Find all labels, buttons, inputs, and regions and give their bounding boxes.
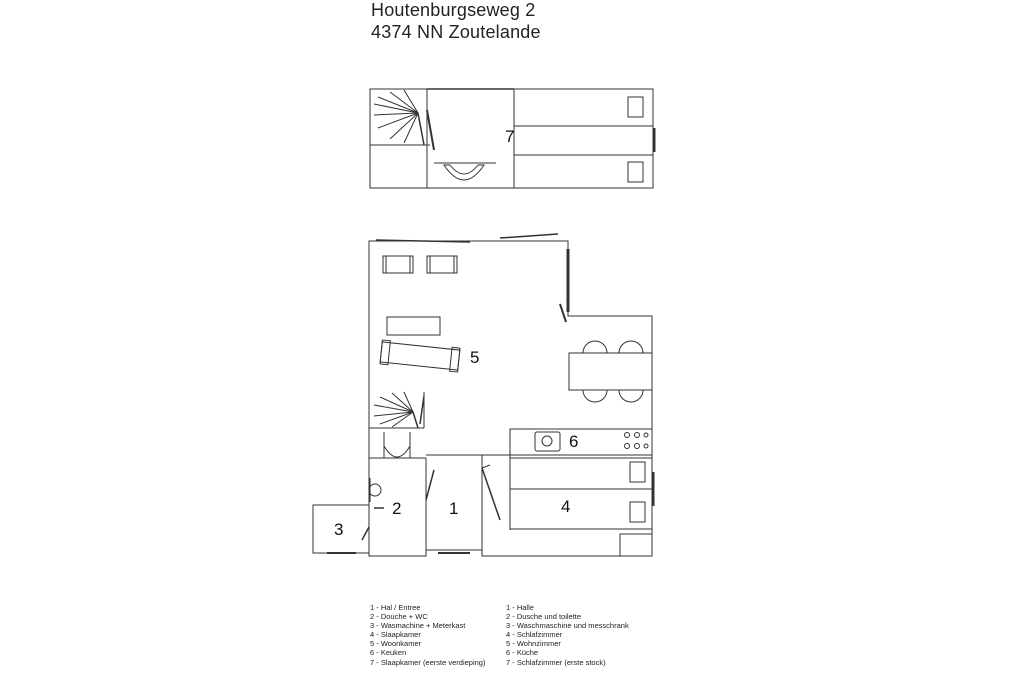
ground-floor xyxy=(313,234,653,556)
sofa xyxy=(380,340,460,372)
room-label-3: 3 xyxy=(334,520,344,539)
room-label-2: 2 xyxy=(392,499,402,518)
upper-bed-2-pillow xyxy=(628,162,643,182)
room-label-7: 7 xyxy=(505,127,515,146)
legend-item: 7 - Slaapkamer (eerste verdieping) xyxy=(370,657,486,667)
upper-bed-1 xyxy=(514,89,653,126)
dining-chair xyxy=(583,341,607,353)
toilet xyxy=(369,484,381,496)
bathroom-door xyxy=(426,470,434,500)
armchair-1 xyxy=(383,256,413,273)
upper-sink xyxy=(444,165,484,180)
armchair-2 xyxy=(427,256,457,273)
legend-item: 2 - Dusche und toilette xyxy=(506,612,582,622)
dining-chair xyxy=(619,341,643,353)
shower xyxy=(384,432,410,458)
legend-item: 2 - Douche + WC xyxy=(370,612,428,622)
bed-bottom xyxy=(510,489,652,529)
legend-item: 7 - Schlafzimmer (erste stock) xyxy=(506,657,606,667)
legend-dutch xyxy=(370,603,485,667)
room-label-4: 4 xyxy=(561,497,571,516)
legend-item: 6 - Küche xyxy=(506,648,539,658)
address-postal-city: 4374 NN Zoutelande xyxy=(371,22,541,42)
bedroom-door xyxy=(482,468,500,520)
coffee-table xyxy=(387,317,440,335)
legend-item: 1 - Hal / Entree xyxy=(370,603,421,612)
legend-german xyxy=(506,603,629,667)
upper-bed-2 xyxy=(514,155,653,188)
bed-top xyxy=(510,458,652,489)
legend-item: 1 - Halle xyxy=(506,603,534,612)
room-label-6: 6 xyxy=(569,432,579,451)
legend-item: 4 - Schlafzimmer xyxy=(506,630,563,640)
upper-bed-1-pillow xyxy=(628,97,643,117)
dining-chair xyxy=(619,390,643,402)
kitchen-counter xyxy=(510,429,652,455)
address-street: Houtenburgseweg 2 xyxy=(371,0,536,20)
legend-item: 5 - Woonkamer xyxy=(370,639,422,649)
legend-item: 5 - Wohnzimmer xyxy=(506,639,561,649)
kitchen-sink xyxy=(535,432,560,451)
ground-stairs xyxy=(369,392,424,428)
legend-item: 3 - Waschmaschine und messchrank xyxy=(506,621,629,631)
upper-stairs xyxy=(370,89,430,188)
legend-item: 4 - Slaapkamer xyxy=(370,630,421,640)
bed-top-pillow xyxy=(630,462,645,482)
room-label-5: 5 xyxy=(470,348,480,367)
dining-table xyxy=(569,353,652,390)
legend-item: 3 - Wasmachine + Meterkast xyxy=(370,621,466,631)
bed-bottom-pillow xyxy=(630,502,645,522)
legend-item: 6 - Keuken xyxy=(370,648,407,658)
room-label-1: 1 xyxy=(449,499,459,518)
wardrobe xyxy=(620,534,652,556)
upper-door xyxy=(427,110,434,150)
dining-chair xyxy=(583,390,607,402)
sink-basin xyxy=(542,436,552,446)
